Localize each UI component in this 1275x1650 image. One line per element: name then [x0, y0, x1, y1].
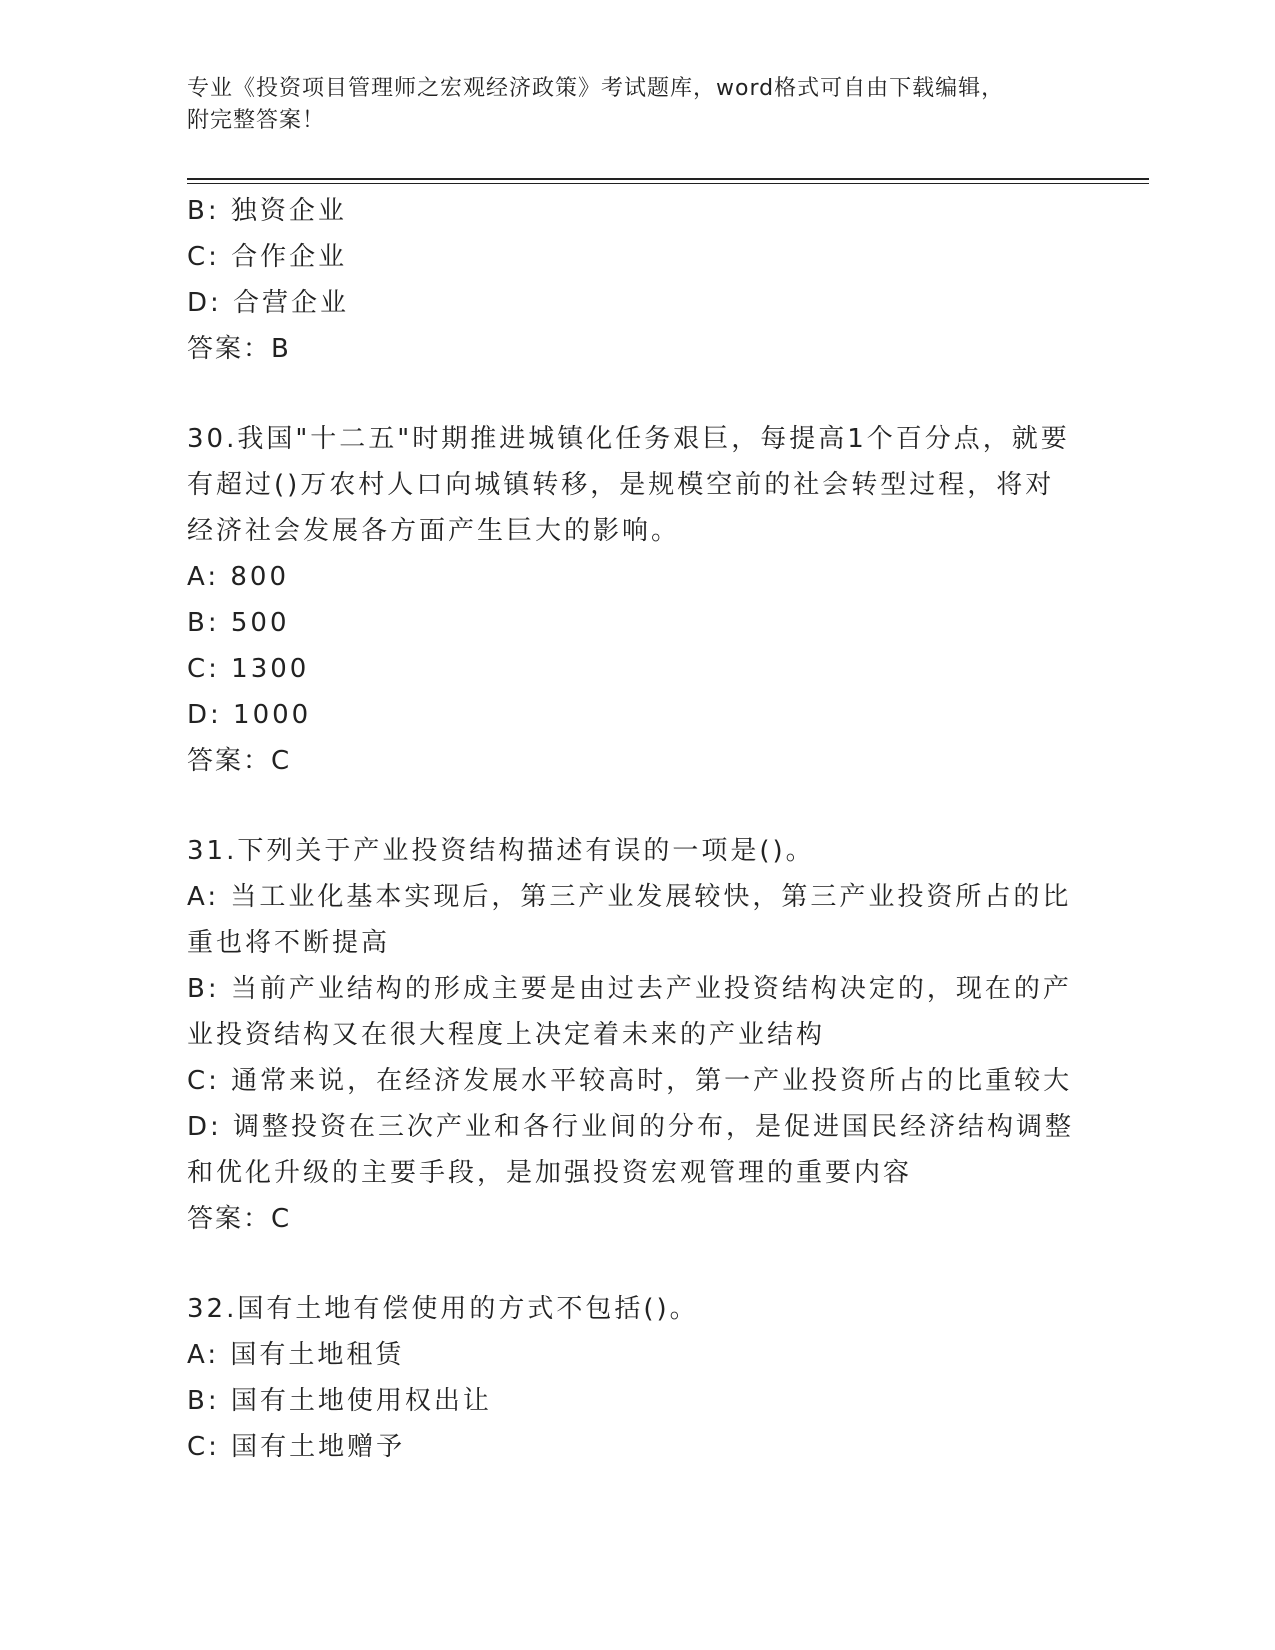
option-a-line: A: 当工业化基本实现后，第三产业发展较快，第三产业投资所占的比: [187, 882, 1072, 912]
option-b: B: 500: [187, 608, 290, 638]
header-line-1: 专业《投资项目管理师之宏观经济政策》考试题库，word格式可自由下载编辑，: [187, 76, 1005, 101]
option-c: C: 合作企业: [187, 242, 348, 272]
question-content: [187, 188, 1075, 1470]
option-d-line: 和优化升级的主要手段，是加强投资宏观管理的重要内容: [187, 1158, 913, 1188]
option-d-line: D: 调整投资在三次产业和各行业间的分布，是促进国民经济结构调整: [187, 1112, 1075, 1142]
question-stem-line: 30.我国"十二五"时期推进城镇化任务艰巨，每提高1个百分点，就要: [187, 424, 1070, 454]
question-stem-line: 经济社会发展各方面产生巨大的影响。: [187, 516, 681, 546]
question-29: [187, 188, 1067, 372]
question-stem-line: 有超过()万农村人口向城镇转移，是规模空前的社会转型过程，将对: [187, 470, 1055, 500]
answer-line: 答案：C: [187, 1204, 292, 1234]
answer-line: 答案：C: [187, 746, 292, 776]
option-a: A: 800: [187, 562, 289, 592]
question-31: [187, 828, 1075, 1242]
option-a: A: 国有土地租赁: [187, 1340, 405, 1370]
option-c: C: 1300: [187, 654, 310, 684]
question-32: [187, 1286, 1067, 1470]
header-line-2: 附完整答案！: [187, 108, 326, 133]
option-b-line: B: 当前产业结构的形成主要是由过去产业投资结构决定的，现在的产: [187, 974, 1072, 1004]
document-header: [187, 73, 1087, 137]
option-c: C: 国有土地赠予: [187, 1432, 406, 1462]
question-stem-line: 32.国有土地有偿使用的方式不包括()。: [187, 1294, 699, 1324]
option-d: D: 合营企业: [187, 288, 350, 318]
option-a-line: 重也将不断提高: [187, 928, 391, 958]
option-c-line: C: 通常来说，在经济发展水平较高时，第一产业投资所占的比重较大: [187, 1066, 1073, 1096]
header-divider-thick: [187, 178, 1149, 180]
option-b: B: 独资企业: [187, 196, 347, 226]
option-d: D: 1000: [187, 700, 312, 730]
question-30: [187, 416, 1070, 784]
header-divider-thin: [187, 183, 1149, 184]
answer-line: 答案：B: [187, 334, 291, 364]
option-b-line: 业投资结构又在很大程度上决定着未来的产业结构: [187, 1020, 826, 1050]
option-b: B: 国有土地使用权出让: [187, 1386, 492, 1416]
question-stem-line: 31.下列关于产业投资结构描述有误的一项是()。: [187, 836, 815, 866]
